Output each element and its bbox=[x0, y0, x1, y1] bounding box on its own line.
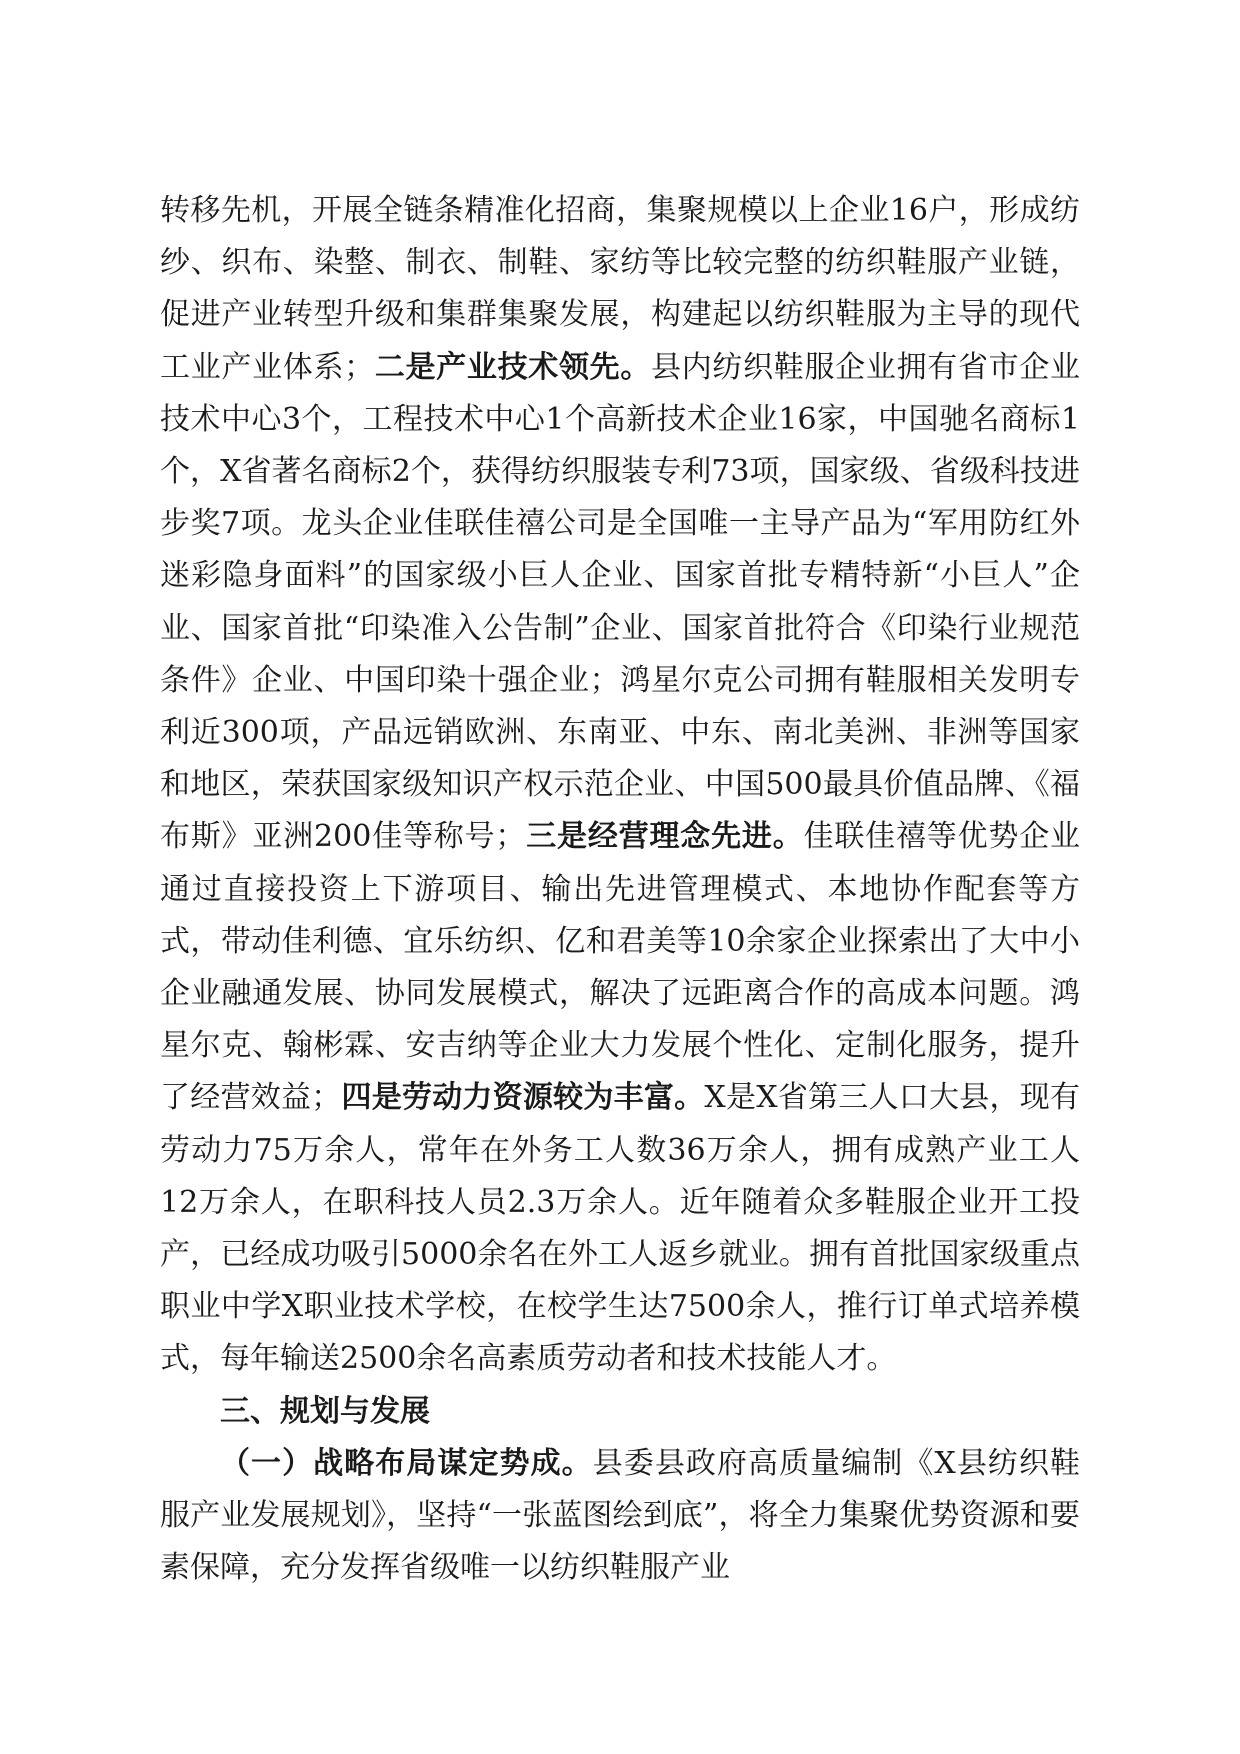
paragraph-2-text: 县委县政府高质量编制《X县纺织鞋服产业发展规划》，坚持“一张蓝图绘到底”，将全力集聚优势资源和要素保障，充分发挥省级唯一以纺织鞋服产业 bbox=[160, 1445, 1081, 1586]
point-3-title: 三是经营理念先进。 bbox=[525, 819, 804, 855]
section-heading: 三、规划与发展 bbox=[220, 1393, 430, 1429]
paragraph-1-text-part-4: X是X省第三人口大县，现有劳动力75万余人，常年在外务工人数36万余人，拥有成熟产业工人12万余人，在职科技人员2.3万余人。近年随着众多鞋服企业开工投产，已经成功吸引5000余名在外工人返乡就业。拥有首批国家级重点职业中学X职业技术学校，在校学生达7500余人，推行订单式培养模式，每年输送2500余名高素质劳动者和技术技能人才。 bbox=[160, 1080, 1081, 1377]
point-2-title: 二是产业技术领先。 bbox=[374, 349, 652, 385]
body-paragraph-2 bbox=[160, 1438, 1080, 1595]
subsection-title: （一）战略布局谋定势成。 bbox=[220, 1445, 593, 1481]
paragraph-1-text-part-2: 县内纺织鞋服企业拥有省市企业技术中心3个，工程技术中心1个高新技术企业16家，中国驰名商标1个，X省著名商标2个，获得纺织服装专利73项，国家级、省级科技进步奖7项。龙头企业佳联佳禧公司是全国唯一主导产品为“军用防红外迷彩隐身面料”的国家级小巨人企业、国家首批专精特新“小巨人”企业、国家首批“印染准入公告制”企业、国家首批符合《印染行业规范条件》企业、中国印染十强企业；鸿星尔克公司拥有鞋服相关发明专利近300项，产品远销欧洲、东南亚、中东、南北美洲、非洲等国家和地区，荣获国家级知识产权示范企业、中国500最具价值品牌、《福布斯》亚洲200佳等称号； bbox=[160, 349, 1081, 855]
document-page bbox=[160, 185, 1080, 1594]
body-paragraph-1 bbox=[160, 185, 1080, 1386]
paragraph-1-text-part-1: 转移先机，开展全链条精准化招商，集聚规模以上企业16户，形成纺纱、织布、染整、制衣、制鞋、家纺等比较完整的纺织鞋服产业链，促进产业转型升级和集群集聚发展，构建起以纺织鞋服为主导的现代工业产业体系； bbox=[160, 193, 1080, 385]
paragraph-1-text-part-3: 佳联佳禧等优势企业通过直接投资上下游项目、输出先进管理模式、本地协作配套等方式，带动佳利德、宜乐纺织、亿和君美等10余家企业探索出了大中小企业融通发展、协同发展模式，解决了远距离合作的高成本问题。鸿星尔克、翰彬霖、安吉纳等企业大力发展个性化、定制化服务，提升了经营效益； bbox=[160, 819, 1081, 1116]
point-4-title: 四是劳动力资源较为丰富。 bbox=[341, 1080, 705, 1116]
